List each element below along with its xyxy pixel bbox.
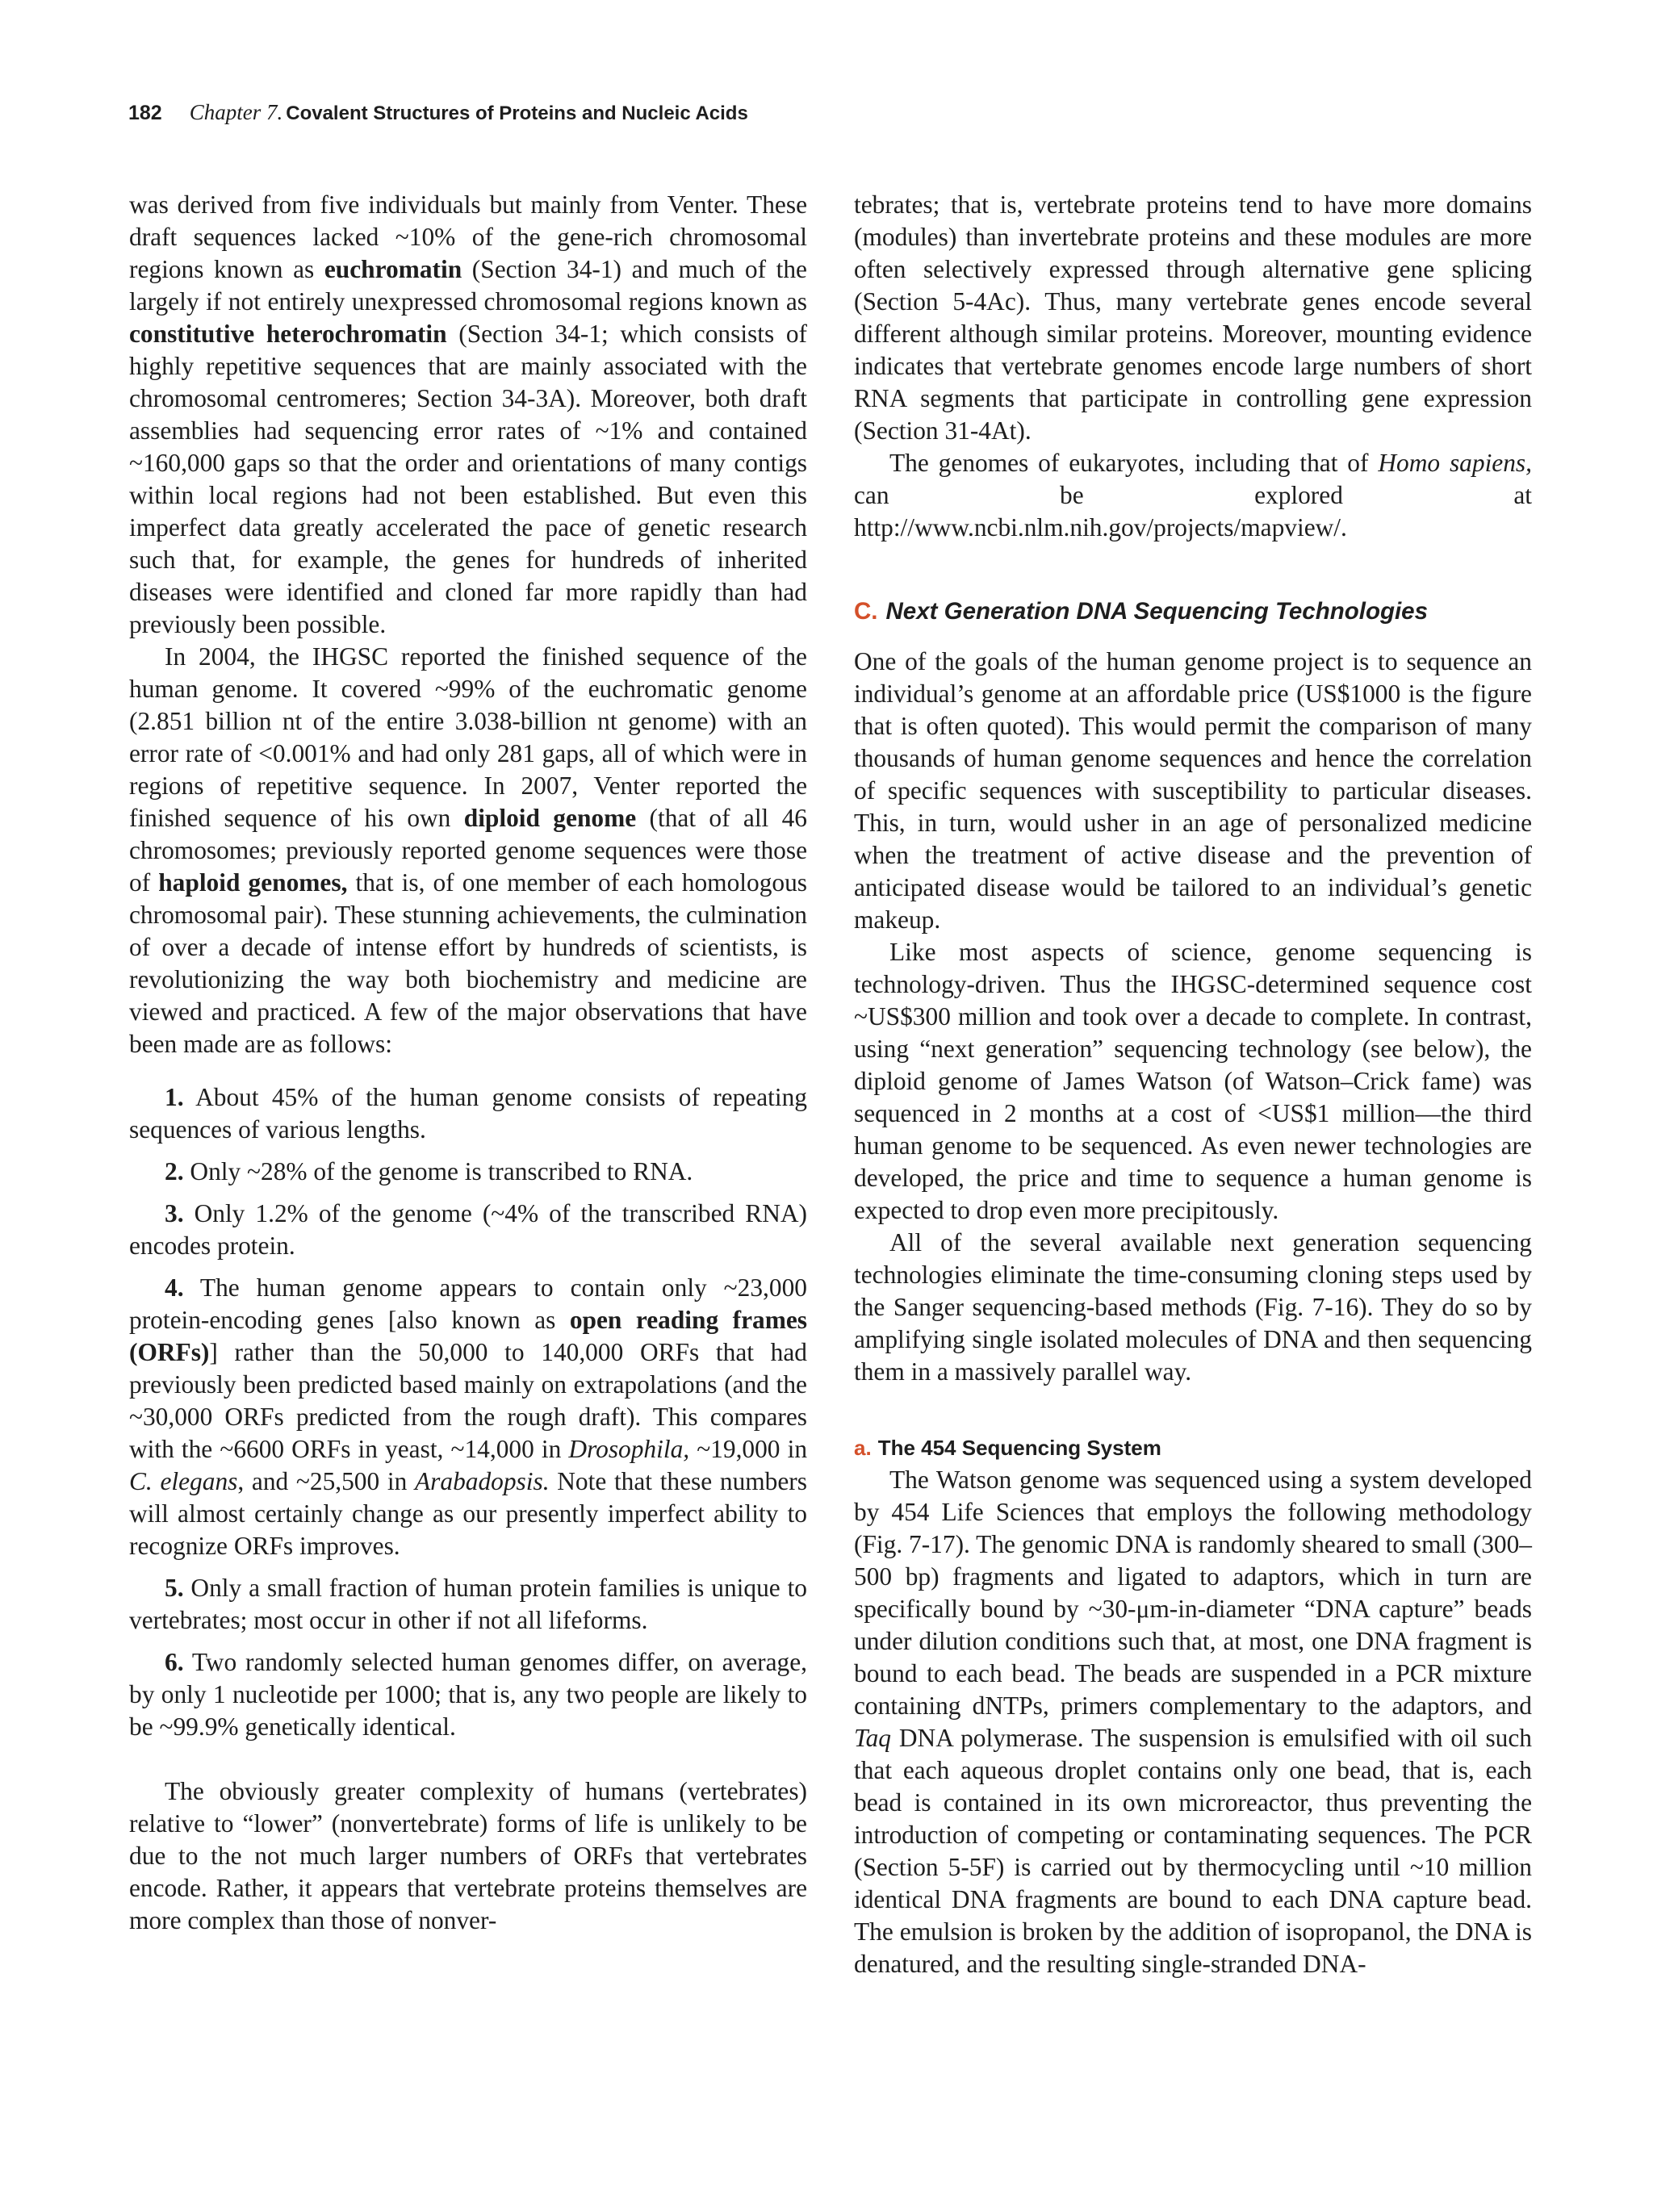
species-name: Homo sapiens,: [1378, 449, 1532, 477]
text-run: ] rather than the 50,000 to 140,000 ORFs that had previously been predicted based mainly on extrapolations (and the ~30,000 ORFs predicted from the rough draft). This compares with the ~6600 ORFs in yeast, ~14,000 in: [129, 1338, 807, 1463]
paragraph-vertebrate-proteins: tebrates; that is, vertebrate proteins tend to have more domains (modules) than invertebrate proteins and these modules are more often selectively expressed through alternative gene splicing (Section 5-4Ac). Thus, many vertebrate genes encode several different although similar proteins. Moreover, mounting evidence indicates that vertebrate genomes encode large numbers of short RNA segments that participate in controlling gene expression (Section 31-4At).: [854, 190, 1532, 445]
text-run: Note that these numbers will almost certainly change as our presently imperfect ability to recognize ORFs improves.: [129, 1467, 807, 1560]
list-item: [129, 1572, 807, 1637]
section-title: Next Generation DNA Sequencing Technologies: [885, 598, 1428, 625]
list-item: [129, 1198, 807, 1262]
paragraph-complexity: The obviously greater complexity of humans (vertebrates) relative to “lower” (nonvertebrate) forms of life is unlikely to be due to the not much larger numbers of ORFs that vertebrates encode. Rather, it appears that vertebrate proteins themselves are more complex than those of nonver-: [129, 1777, 807, 1934]
term-constitutive-heterochromatin: constitutive heterochromatin: [129, 320, 447, 348]
term-diploid-genome: diploid genome: [463, 804, 637, 832]
text-run: (Section 34-1) and much of the largely if not entirely unexpressed chromosomal regions known as: [129, 255, 807, 316]
section-letter: C.: [854, 598, 878, 625]
list-number: 2.: [165, 1157, 184, 1185]
text-run: , and ~25,500 in: [237, 1467, 415, 1495]
text-run: Only 1.2% of the genome (~4% of the transcribed RNA) encodes protein.: [129, 1199, 807, 1260]
text-run: DNA polymerase. The suspension is emulsified with oil such that each aqueous droplet contains only one bead, that is, each bead is contained in its own microreactor, thus preventing the introduction of competing or contaminating sequences. The PCR (Section 5-5F) is carried out by thermocycling until ~10 million identical DNA fragments are bound to each DNA capture bead. The emulsion is broken by the addition of isopropanol, the DNA is denatured, and the resulting single-stranded DNA-: [854, 1724, 1532, 1978]
text-run: In 2004, the IHGSC reported the finished sequence of the human genome. It covered ~99% of the euchromatic genome (2.851 billion nt of the entire 3.038-billion nt genome) with an error rate of <0.001% and had only 281 gaps, all of which were in regions of repetitive sequence. In 2007, Venter reported the finished sequence of his own: [129, 642, 807, 832]
page-number: 182: [128, 102, 162, 124]
text-run: that is, of one member of each homologous chromosomal pair). These stunning achievements, the culmination of over a decade of intense effort by hundreds of scientists, is revolutionizing the way both biochemistry and medicine are viewed and practiced. A few of the major observations that have been made are as follows:: [129, 868, 807, 1058]
list-number: 6.: [165, 1648, 184, 1676]
text-run: Two randomly selected human genomes differ, on average, by only 1 nucleotide per 1000; that is, any two people are likely to be ~99.9% genetically identical.: [129, 1648, 807, 1741]
species-name: Drosophila,: [568, 1435, 690, 1463]
list-item: [129, 1156, 807, 1188]
list-item: [129, 1646, 807, 1743]
enzyme-name: Taq: [854, 1724, 891, 1752]
chapter-title: Covalent Structures of Proteins and Nucleic Acids: [286, 102, 748, 124]
paragraph-technology-driven: Like most aspects of science, genome sequencing is technology-driven. Thus the IHGSC-determined sequence cost ~US$300 million and took over a decade to complete. In contrast, using “next generation” sequencing technology (see below), the diploid genome of James Watson (of Watson–Crick fame) was sequenced in 2 months at a cost of <US$1 million—the third human genome to be sequenced. As even newer technologies are developed, the price and time to sequence a human genome is expected to drop even more precipitously.: [854, 938, 1532, 1224]
list-number: 1.: [165, 1083, 184, 1111]
paragraph-genome-browser: [854, 447, 1532, 544]
text-run: Only ~28% of the genome is transcribed to RNA.: [183, 1157, 693, 1185]
text-run: Only a small fraction of human protein families is unique to vertebrates; most occur in other if not all lifeforms.: [129, 1574, 807, 1634]
chapter-label: Chapter 7.: [189, 100, 283, 124]
running-header: [128, 100, 748, 134]
term-haploid-genomes: haploid genomes,: [158, 868, 348, 897]
list-item: [129, 1272, 807, 1562]
text-run: ~19,000 in: [689, 1435, 808, 1463]
text-run: The genomes of eukaryotes, including that of: [889, 449, 1379, 477]
paragraph-finished-sequence: [129, 641, 807, 1060]
subsection-title: The 454 Sequencing System: [877, 1436, 1161, 1460]
species-name: Arabadopsis.: [414, 1467, 550, 1495]
subsection-heading: [854, 1432, 1532, 1464]
section-heading: [854, 596, 1532, 628]
paragraph-next-generation: All of the several available next generation sequencing technologies eliminate the time-consuming cloning steps used by the Sanger sequencing-based methods (Fig. 7-16). They do so by amplifying single isolated molecules of DNA and then sequencing them in a massively parallel way.: [854, 1228, 1532, 1386]
term-open-reading-frames: open reading frames (ORFs): [129, 1306, 807, 1366]
list-number: 5.: [165, 1574, 184, 1602]
text-run: The human genome appears to contain only ~23,000 protein-encoding genes [also known as: [129, 1273, 807, 1334]
url-text: can be explored at http://www.ncbi.nlm.nih.gov/projects/mapview/.: [854, 481, 1532, 542]
subsection-letter: a.: [854, 1436, 872, 1460]
text-run: The Watson genome was sequenced using a system developed by 454 Life Sciences that employs the following methodology (Fig. 7-17). The genomic DNA is randomly sheared to small (300–500 bp) fragments and ligated to adaptors, which in turn are specifically bound by ~30-μm-in-diameter “DNA capture” beads under dilution conditions such that, at most, one DNA fragment is bound to each bead. The beads are suspended in a PCR mixture containing dNTPs, primers complementary to the adaptors, and: [854, 1466, 1532, 1720]
list-number: 4.: [165, 1273, 184, 1302]
list-number: 3.: [165, 1199, 184, 1227]
list-item: [129, 1081, 807, 1146]
text-run: was derived from five individuals but mainly from Venter. These draft sequences lacked ~10% of the gene-rich chromosomal regions known as: [129, 190, 807, 283]
right-column: [854, 189, 1532, 1980]
paragraph-goals: One of the goals of the human genome project is to sequence an individual’s genome at an affordable price (US$1000 is the figure that is often quoted). This would permit the comparison of many thousands of human genome sequences and hence the correlation of specific sequences with susceptibility to particular diseases. This, in turn, would usher in an age of personalized medicine when the treatment of active disease and the prevention of anticipated disease would be tailored to an individual’s genetic makeup.: [854, 647, 1532, 934]
paragraph-454-system: [854, 1464, 1532, 1980]
text-run: (Section 34-1; which consists of highly repetitive sequences that are mainly associated with the chromosomal centromeres; Section 34-3A). Moreover, both draft assemblies had sequencing error rates of ~1% and contained ~160,000 gaps so that the order and orientations of many contigs within local regions had not been established. But even this imperfect data greatly accelerated the pace of genetic research such that, for example, the genes for hundreds of inherited diseases were identified and cloned far more rapidly than had previously been possible.: [129, 320, 807, 638]
text-run: About 45% of the human genome consists of repeating sequences of various lengths.: [129, 1083, 807, 1144]
left-column: [129, 189, 807, 1937]
text-run: (that of all 46 chromosomes; previously reported genome sequences were those of: [129, 804, 807, 897]
paragraph-draft-sequences: [129, 189, 807, 641]
species-name: C. elegans: [129, 1467, 238, 1495]
term-euchromatin: euchromatin: [324, 255, 462, 283]
